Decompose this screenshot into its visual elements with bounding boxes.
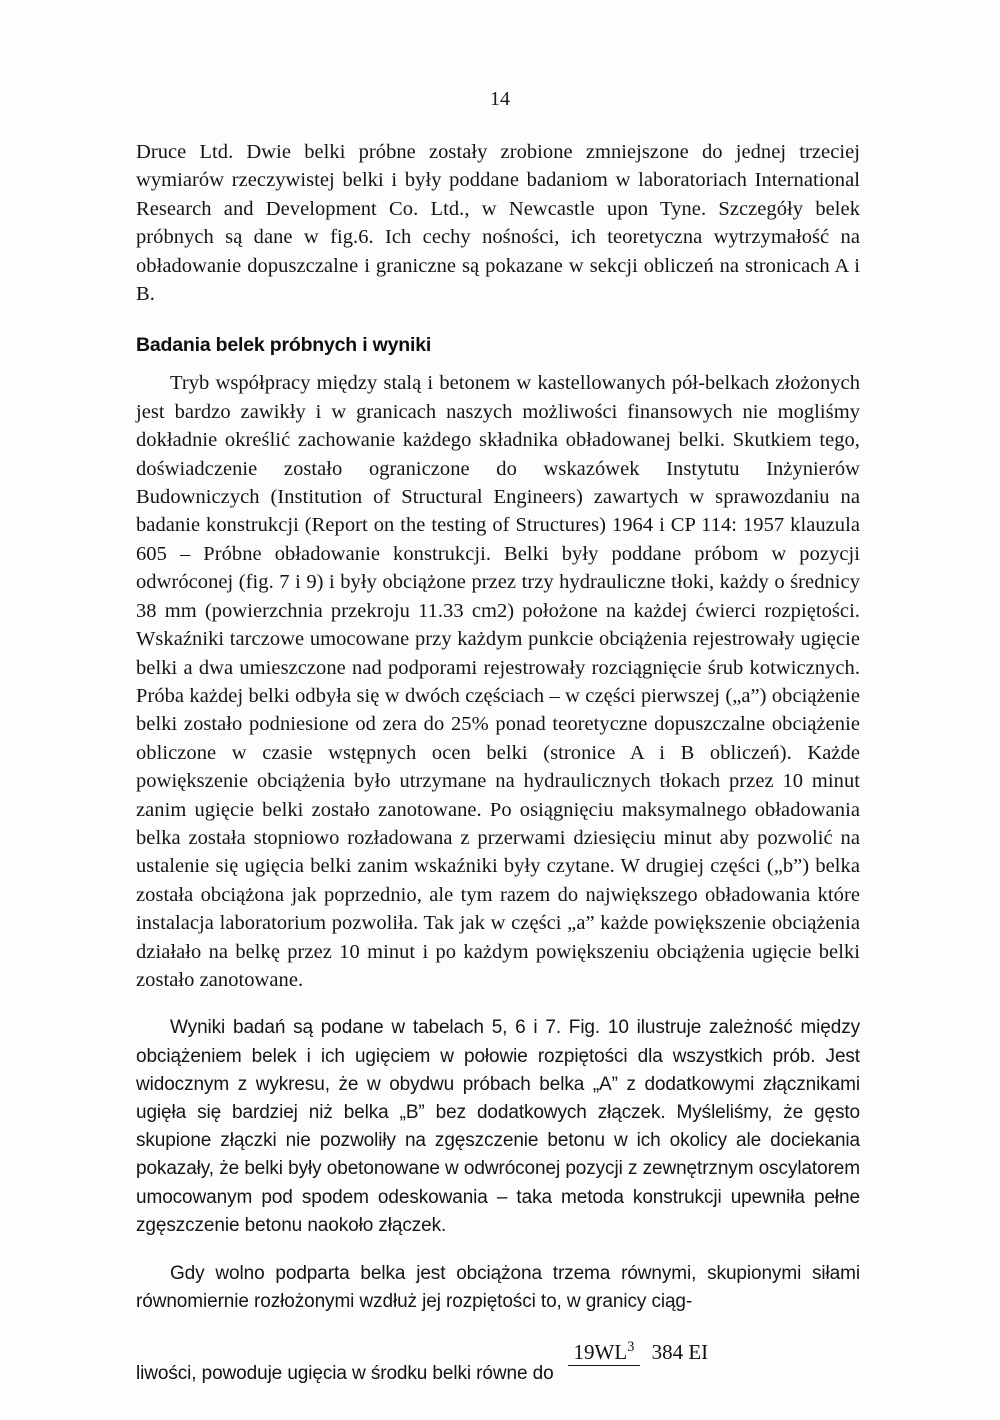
formula-line xyxy=(136,1338,860,1388)
numerator-text: 19WL xyxy=(573,1340,628,1365)
paragraph-results: Wyniki badań są podane w tabelach 5, 6 i 7. Fig. 10 ilustruje zależność między obciążeniem belek i ich ugięciem w połowie rozpiętości dla wszystkich prób. Jest widocznym z wykresu, że w obydwu próbach belka „A” z dodatkowymi złącznikami ugięła się bardziej niż belka „B” bez dodatkowych złączek. Myśleliśmy, że gęsto skupione złączki nie pozwoliły na zgęszczenie betonu w ich okolicy ale dociekania pokazały, że belki były obetonowane w odwróconej pozycji z zewnętrznym oscylatorem umocowanym pod spodem odeskowania – taka metoda konstrukcji upewniła pełne zgęszczenie betonu naokoło złączek. xyxy=(136,1017,860,1236)
section-heading: Badania belek próbnych i wyniki xyxy=(136,334,432,357)
deflection-fraction xyxy=(568,1338,715,1366)
paragraph-testing-method: Tryb współpracy między stalą i betonem w kastellowanych pół-belkach złożonych jest bardzo zawikły i w granicach naszych możliwości finansowych nie mogliśmy dokładnie określić zachowanie każdego składnika obładowanej belki. Skutkiem tego, doświadczenie zostało ograniczone do wskazówek Instytutu Inżynierów Budowniczych (Institution of Structural Engineers) zawartych w sprawozdaniu na badanie konstrukcji (Report on the testing of Structures) 1964 i CP 114: 1957 klauzula 605 – Próbne obładowanie konstrukcji. Belki były poddane próbom w pozycji odwróconej (fig. 7 i 9) i były obciążone przez trzy hydrauliczne tłoki, każdy o średnicy 38 mm (powierzchnia przekroju 11.33 cm2) położone na każdej ćwierci rozpiętości. Wskaźniki tarczowe umocowane przy każdym punkcie obciążenia rejestrowały ugięcie belki a dwa umieszczone nad podporami rejestrowały rozciągnięcie śrub kotwicznych. Próba każdej belki odbyła się w dwóch częściach – w części pierwszej („a”) obciążenie belki zostało podniesione od zera do 25% ponad teoretyczne dopuszczalne obciążenie obliczone w czasie wstępnych ocen belki (stronice A i B obliczeń). Każde powiększenie obciążenia było utrzymane na hydraulicznych tłokach przez 10 minut zanim ugięcie belki zostało zanotowane. Po osiągnięciu maksymalnego obładowania belka została stopniowo rozładowana z przerwami dziesięciu minut aby pozwolić na ustalenie się ugięcia belki zanim wskaźniki były czytane. W drugiej części („b”) belka została obciążona jak poprzednio, ale tym razem do największego obładowania które instalacja laboratorium pozwoliła. Tak jak w części „a” każde powiększenie obciążenia działało na belkę przez 10 minut i po każdym powiększeniu obciążenia ugięcie belki zostało zanotowane. xyxy=(136,372,860,991)
numerator-exponent: 3 xyxy=(627,1339,635,1356)
paragraph-deflection-intro: Gdy wolno podparta belka jest obciążona trzema równymi, skupionymi siłami równomiernie rozłożonymi wzdłuż jej rozpiętości to, w granicy ciąg- xyxy=(136,1263,860,1313)
fraction-denominator: 384 EI xyxy=(651,1340,709,1365)
fraction-numerator xyxy=(568,1340,641,1366)
formula-lead-text: liwości, powoduje ugięcia w środku belki równe do xyxy=(136,1363,554,1385)
page-content xyxy=(136,138,860,1388)
paragraph-opening: Druce Ltd. Dwie belki próbne zostały zrobione zmniejszone do jednej trzeciej wymiarów rzeczywistej belki i były poddane badaniom w laboratoriach International Research and Development Co. Ltd., w Newcastle upon Tyne. Szczegóły belek próbnych są dane w fig.6. Ich cechy nośności, ich teoretyczna wytrzymałość na obładowanie dopuszczalne i graniczne są pokazane w sekcji obliczeń na stronicach A i B. xyxy=(136,141,860,306)
page-number: 14 xyxy=(490,88,510,110)
